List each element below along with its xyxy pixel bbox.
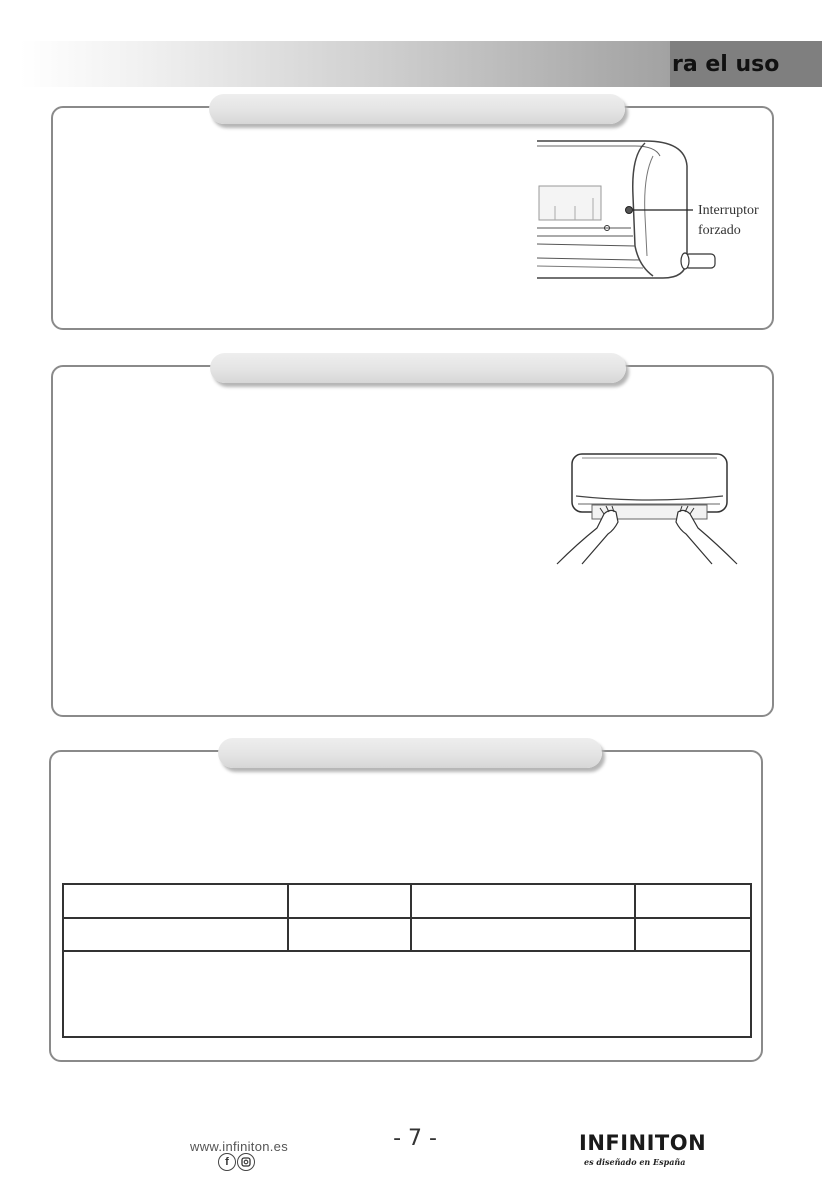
table-cell — [635, 884, 751, 918]
table-row — [63, 884, 751, 918]
facebook-icon[interactable]: f — [218, 1153, 236, 1171]
brand-logo: INFINITON — [579, 1131, 707, 1155]
table-cell — [411, 884, 635, 918]
table-cell — [288, 918, 411, 951]
section-tab-3 — [218, 738, 602, 768]
brand-tagline: es diseñado en España — [584, 1157, 686, 1167]
table-cell — [411, 918, 635, 951]
air-conditioner-hands-illustration — [552, 452, 742, 570]
forced-switch-label-2: forzado — [698, 223, 741, 238]
page-title: ra el uso — [670, 41, 822, 87]
table-cell — [288, 884, 411, 918]
table-cell — [63, 884, 288, 918]
table-row — [63, 918, 751, 951]
table-cell — [63, 951, 751, 1037]
table-cell — [63, 918, 288, 951]
website-link[interactable]: www.infiniton.es — [190, 1139, 289, 1154]
section-tab-1 — [209, 94, 625, 124]
spec-table — [62, 883, 752, 1038]
section-tab-2 — [210, 353, 626, 383]
table-row — [63, 951, 751, 1037]
table-cell — [635, 918, 751, 951]
page-number: - 7 - — [393, 1126, 437, 1151]
forced-switch-label: Interruptor — [698, 203, 759, 218]
instagram-icon[interactable] — [237, 1153, 255, 1171]
